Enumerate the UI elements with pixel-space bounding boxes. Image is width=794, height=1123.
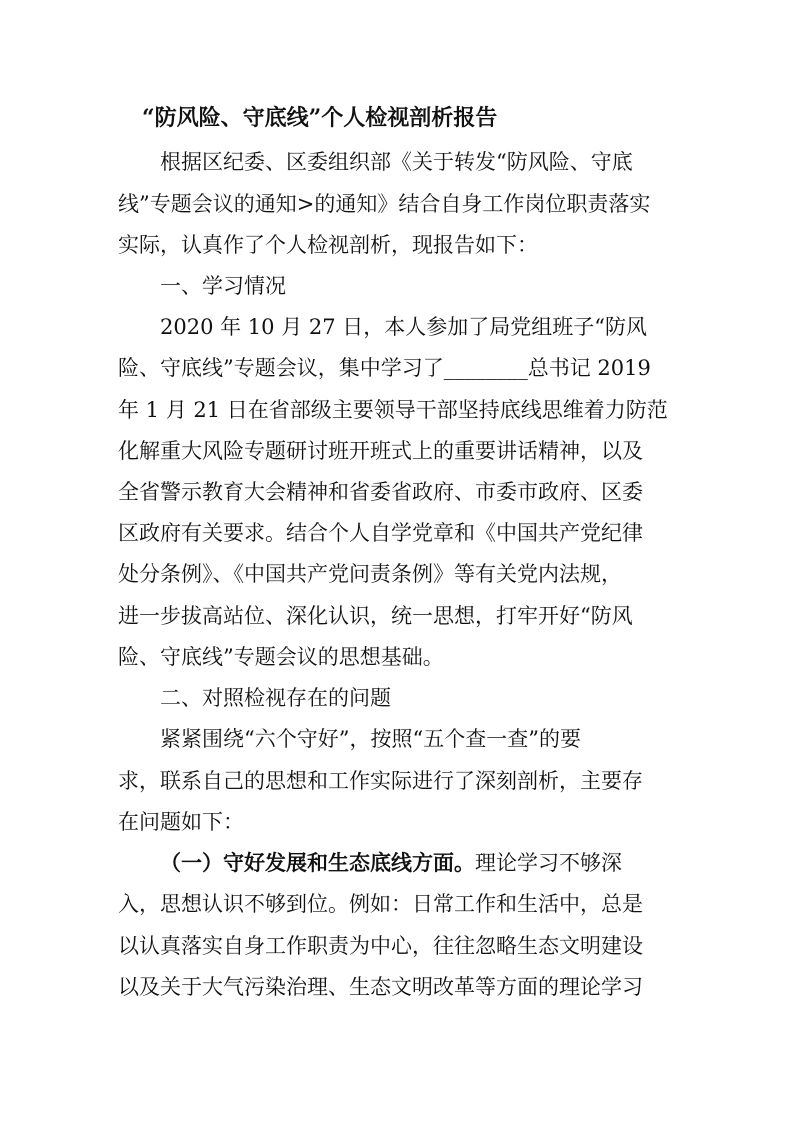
- paragraph-line: 化解重大风险专题研讨班开班式上的重要讲话精神，以及: [118, 439, 643, 463]
- paragraph-line: 在问题如下：: [118, 810, 244, 834]
- subsection-text: 理论学习不够深: [475, 851, 622, 875]
- paragraph-line: 线”专题会议的通知>的通知》结合自身工作岗位职责落实: [118, 192, 651, 216]
- paragraph-line: 根据区纪委、区委组织部《关于转发“防风险、守底: [160, 150, 633, 174]
- paragraph-line: 进一步拔高站位、深化认识，统一思想，打牢开好“防风: [118, 604, 633, 628]
- paragraph-line: 区政府有关要求。结合个人自学党章和《中国共产党纪律: [118, 521, 643, 545]
- paragraph-line: 以认真落实自身工作职责为中心，往往忽略生态文明建设: [118, 934, 643, 958]
- paragraph-line: 求，联系自己的思想和工作实际进行了深刻剖析，主要存: [118, 769, 643, 793]
- paragraph-line: 紧紧围绕“六个守好”，按照“五个查一查”的要: [160, 727, 581, 751]
- paragraph-line: 险、守底线”专题会议的思想基础。: [118, 645, 444, 669]
- paragraph-line: 2020 年 10 月 27 日，本人参加了局党组班子“防风: [160, 315, 647, 339]
- section-heading: 一、学习情况: [160, 274, 286, 298]
- paragraph-line: 以及关于大气污染治理、生态文明改革等方面的理论学习: [118, 975, 643, 999]
- paragraph-line: 入，思想认识不够到位。例如：日常工作和生活中，总是: [118, 892, 643, 916]
- paragraph-line: 实际，认真作了个人检视剖析，现报告如下：: [118, 233, 538, 257]
- document-title: “防风险、守底线”个人检视剖析报告: [142, 105, 498, 131]
- paragraph-line: 险、守底线”专题会议，集中学习了________总书记 2019: [118, 356, 651, 380]
- paragraph-line: 年 1 月 21 日在省部级主要领导干部坚持底线思维着力防范: [118, 398, 668, 422]
- subsection-heading: （一）守好发展和生态底线方面。: [160, 850, 475, 875]
- subsection-line: [160, 846, 720, 880]
- section-heading: 二、对照检视存在的问题: [160, 686, 391, 710]
- paragraph-line: 全省警示教育大会精神和省委省政府、市委市政府、区委: [118, 480, 643, 504]
- paragraph-line: 处分条例》、《中国共产党问责条例》等有关党内法规，: [118, 562, 622, 586]
